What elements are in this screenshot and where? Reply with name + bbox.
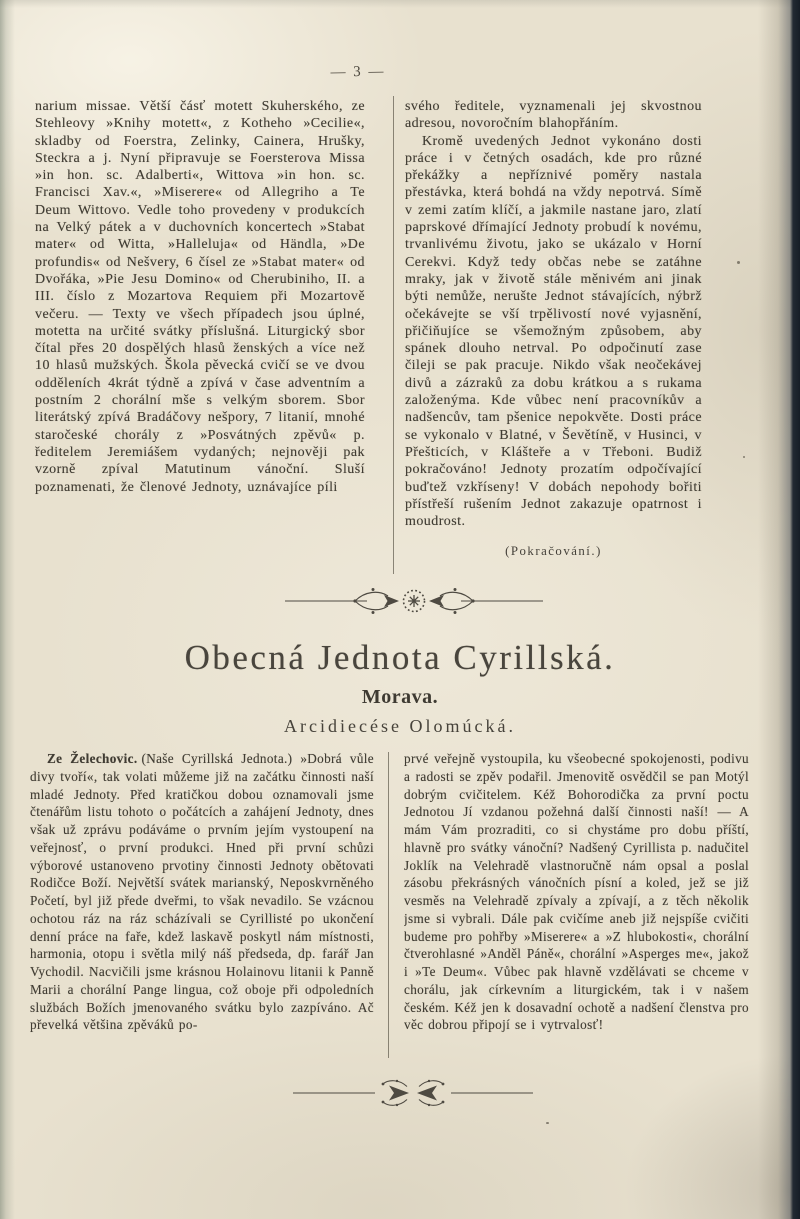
column-divider-rule-bottom [388, 752, 389, 1058]
paper-speck [743, 456, 745, 458]
paragraph: Kromě uvedených Jednot vykonáno dosti práce i v četných osadách, kde pro různé překážky a nepříznivé poměry nastala přestávka, která bohdá na vždy nepotrvá. Símě v zemi zatím klíčí, a jakmile nastane jaro, zlatí paprskové dřímající Jednoty probudí k novému, trvanlivému životu, jako se ukázalo v Horní Cerekvi. Když tedy občas nebe se zatáhne mraky, jak v životě stále měnivém ani jinak býti nemůže, nerušte Jednot stávajících, nýbrž očekávejte se vší trpělivostí nové vyjasnění, přičiňujíce se všemožným způsobem, aby spánek dlouho netrval. Po odpočinutí zase čileji se pak pracuje. Nikdo však neočekávej divů a zázraků za dobu krátkou a s rukama založenýma. Kde vůbec není pracovníkův a nadšencův, tam pšenice nepokvěte. Dosti práce se vykonalo v Blatné, v Ševětíně, v Husinci, v Přešticích, v Klášteře a v Třeboni. Budiž pokračováno! Jednoty prozatím odpočívající buďtež vzkříseny! V dobách nepohody bořiti přístřeší rušením Jednot zakazuje opatrnost i moudrost. [405, 133, 702, 530]
paper-speck [737, 261, 740, 264]
article-lead-in: Ze Želechovic. [47, 751, 138, 766]
top-article-left-column [35, 98, 365, 568]
top-article-right-column [405, 98, 702, 542]
diocese-heading: Arcidiecése Olomúcká. [284, 716, 516, 736]
column-divider-rule-top [393, 96, 394, 574]
paragraph: svého ředitele, vyznamenali jej skvostnou adresou, novoročním blahopřáním. [405, 99, 702, 132]
bottom-article-right-column [404, 750, 749, 1068]
paragraph: prvé veřejně vystoupila, ku všeobecné spokojenosti, podivu a radosti se zpěv podařil. Jmenovitě osvědčil se pan Motýl dobrým cvičitelem. Kéž Bohorodička za první poctu Jednotou Jí vzdanou požehná další činnosti naší! — A mám Vám prozraditi, co si chystáme pro dobu příští, hlavně pro svátky vánoční? Nadšený Cyrillista p. nadučitel Joklík na Velehradě vlastnoručně nám opsal a poslal zásobu překrásných vánočních písní a koled, jež se již vesměs na Velehradě zpívaly a zpívají, a z těch několik jsme si vybrali. Dále pak cvičíme aneb již nejspíše cvičiti budeme pro pohřby »Miserere« a »Z hlubokosti«, chorální čtverohlasné »Anděl Páně«, chorální »Asperges me«, jakož i »Te Deum«. Vůbec pak hlavně vzdělávati se chceme v chorálu, jak církevním a liturgickém, tak i v našem českém. Kéž jen k dosavadní ochotě a nadšení členstva pro věc dobrou připojí se i vytrvalosť! [404, 751, 749, 1033]
page-number: — 3 — [330, 63, 386, 81]
paragraph [30, 750, 374, 1034]
paragraph-text: (Naše Cyrillská Jednota.) »Dobrá vůle divy tvoří«, tak volati můžeme již na začátku činnosti naší mladé Jednoty. Před kratičkou dobou oznamovali jsme čtenářům listu tohoto o počátcích a zahájení Jednoty, dnes však už zprávu podáváme o prvním jejím vystoupení na veřejnosť, o první produkci. Hned při první schůzi výborové ustanoveno prvotiny činnosti Jednoty obětovati Rodičce Boží. Největší svátek marianský, Neposkvrněného Početí, byl již přede dveřmi, to však nevadilo. Se vzácnou ochotou ráz na ráz scházívali se Cyrillisté po ukončení denní práce na faře, kdež laskavě poskytl nám místnosti, harmonia, otopu i světla milý náš předseda, dp. farář Jan Vychodil. Nacvičili jsme krásnou Holainovu litanii k Panně Marii a chorální Pange lingua, což oboje při odpoledních službách Božích jmenovaného svátku bylo zazpíváno. Ač převelká většina zpěváků po- [30, 751, 374, 1033]
continuation-note: (Pokračování.) [505, 544, 602, 558]
paper-speck [546, 1122, 549, 1124]
bottom-article-left-column [30, 750, 374, 1068]
bottom-divider-flourish-ornament [293, 1077, 533, 1109]
section-divider-rosette-ornament [283, 584, 545, 618]
section-title: Obecná Jednota Cyrillská. [184, 638, 616, 677]
region-heading: Morava. [361, 686, 439, 708]
paragraph: narium missae. Větší čásť motett Skuherského, ze Stehleovy »Knihy motett«, z Kotheho »Cecilie«, skladby od Foerstra, Zelinky, Cainera, Hrušky, Steckra a j. Nyní připravuje se Foersterova Missa »in hon. sc. Adalberti«, Wittova »in hon. sc. Francisci Xav.«, »Miserere« od Allegriho a Te Deum Wittovo. Vedle toho provedeny v produkcích na Velký pátek a v duchovních koncertech »Stabat mater« od Witta, »Halleluja« od Händla, »De profundis« od Nešvery, 6 čísel ze »Stabat mater« od Dvořáka, »Pie Jesu Domino« od Cherubiniho, II. a III. číslo z Mozartova Requiem při Mozartově večeru. — Texty ve všech případech jsou úplné, motetta na určité svátky příslušná. Liturgický sbor čítal přes 20 dospělých hlasů ženských a více než 10 hlasů mužských. Škola pěvecká cvičí se ve dvou odděleních 4krát týdně a zpívá v čase adventním a postním 2 chorální mše s velkým sborem. Sbor literátský zpívá Bradáčovy nešpory, 7 litanií, mnohé staročeské chorály z »Posvátných zpěvů« p. ředitelem Jeremiášem vydaných; nejnověji pak vzorně zpíval Matutinum vánoční. Sluší poznamenati, že členové Jednoty, uznávajíce píli [35, 99, 365, 495]
